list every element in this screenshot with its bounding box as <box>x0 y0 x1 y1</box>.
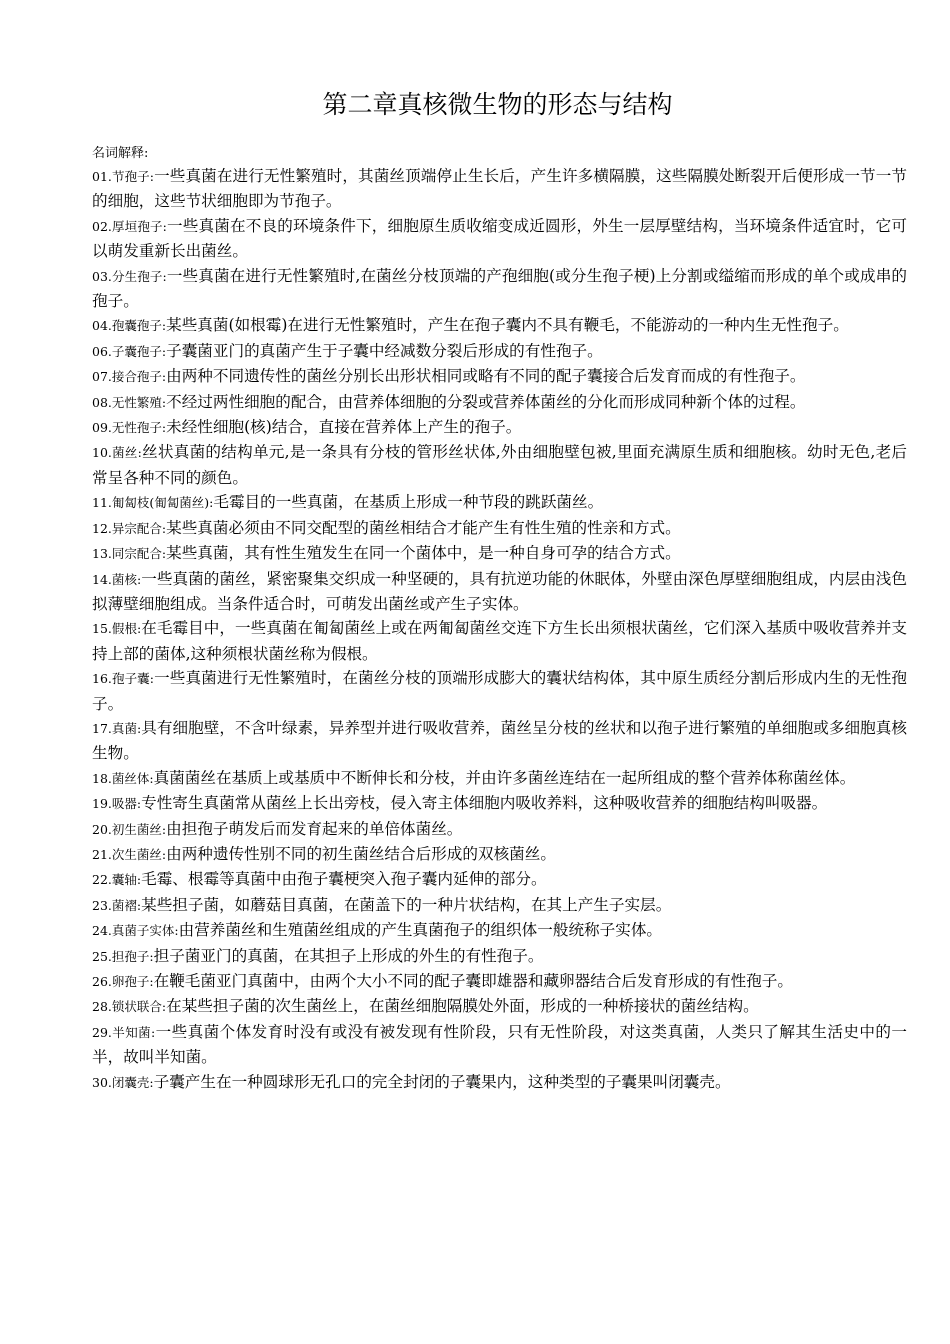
glossary-entry <box>92 415 907 440</box>
entry-number: 17. <box>92 720 112 736</box>
entry-term: 同宗配合: <box>111 546 167 562</box>
entry-number: 30. <box>92 1074 112 1090</box>
entry-term: 匍匐枝(匍匐菌丝): <box>111 495 214 511</box>
entry-definition: 一些真菌个体发育时没有或没有被发现有性阶段，只有无性阶段，对这类真菌，人类只了解其生活史中的一半，故叫半知菌。 <box>92 1022 907 1067</box>
glossary-entry <box>92 817 907 842</box>
entry-term: 节孢子: <box>111 169 154 184</box>
glossary-entry <box>92 666 907 716</box>
glossary-entry <box>92 264 907 314</box>
entry-definition: 丝状真菌的结构单元,是一条具有分枝的管形丝状体,外由细胞壁包被,里面充满原生质和细胞核。幼时无色,老后常呈各种不同的颜色。 <box>92 443 908 487</box>
entry-number: 28. <box>92 999 112 1015</box>
glossary-entry <box>92 313 907 338</box>
entry-term: 无性繁殖: <box>111 394 167 410</box>
entry-definition: 由两种遗传性别不同的初生菌丝结合后形成的双核菌丝。 <box>166 844 556 863</box>
entry-number: 02. <box>92 218 112 234</box>
entry-term: 菌丝体: <box>111 770 154 786</box>
glossary-entry <box>92 1020 907 1070</box>
glossary-entry <box>92 1070 907 1095</box>
entry-number: 29. <box>92 1024 112 1040</box>
entry-definition: 一些真菌的菌丝，紧密聚集交织成一种坚硬的，具有抗逆功能的休眠体，外壁由深色厚壁细胞组成，内层由浅色拟薄壁细胞组成。当条件适合时，可萌发出菌丝或产生子实体。 <box>92 569 907 613</box>
entry-term: 初生菌丝: <box>111 821 167 837</box>
entry-term: 半知菌: <box>111 1024 156 1040</box>
entry-number: 24. <box>92 923 112 939</box>
entry-definition: 由营养菌丝和生殖菌丝组成的产生真菌孢子的组织体一般统称子实体。 <box>178 921 663 940</box>
glossary-entry <box>92 969 907 994</box>
entry-term: 孢子囊: <box>111 671 154 687</box>
entry-term: 子囊孢子: <box>111 343 167 359</box>
entry-number: 03. <box>92 268 112 284</box>
glossary-entry <box>92 541 907 566</box>
entry-number: 22. <box>92 872 112 888</box>
entry-definition: 由两种不同遗传性的菌丝分别长出形状相同或略有不同的配子囊接合后发育而成的有性孢子。 <box>166 367 806 386</box>
glossary-entry <box>92 944 907 969</box>
entry-number: 15. <box>92 621 112 637</box>
entry-definition: 在鞭毛菌亚门真菌中，由两个大小不同的配子囊即雄器和藏卵器结合后发育形成的有性孢子。 <box>153 972 793 990</box>
entry-definition: 在某些担子菌的次生菌丝上，在菌丝细胞隔膜处外面，形成的一种桥接状的菌丝结构。 <box>166 997 759 1016</box>
glossary-entry <box>92 339 907 364</box>
entry-term: 囊轴: <box>111 872 142 888</box>
glossary-entry <box>92 766 907 791</box>
entry-number: 16. <box>92 671 112 687</box>
entry-number: 12. <box>92 520 112 536</box>
entry-term: 闭囊壳: <box>111 1074 154 1090</box>
entry-term: 真菌: <box>111 720 142 736</box>
entry-definition: 一些真菌在进行无性繁殖时,在菌丝分枝顶端的产孢细胞(或分生孢子梗)上分割或缢缩而形成的单个或成串的孢子。 <box>92 266 907 311</box>
entry-term: 异宗配合: <box>111 520 167 536</box>
section-label: 名词解释: <box>92 146 149 161</box>
entry-term: 厚垣孢子: <box>111 218 167 234</box>
entry-definition: 担子菌亚门的真菌，在其担子上形成的外生的有性孢子。 <box>153 946 544 965</box>
entry-term: 菌褶: <box>111 897 142 913</box>
entry-definition: 一些真菌在进行无性繁殖时，其菌丝顶端停止生长后，产生许多横隔膜，这些隔膜处断裂开后便形成一节一节的细胞，这些节状细胞即为节孢子。 <box>92 167 907 211</box>
entry-term: 锁状联合: <box>111 999 167 1015</box>
entry-definition: 未经性细胞(核)结合，直接在营养体上产生的孢子。 <box>166 418 522 437</box>
entry-definition: 一些真菌进行无性繁殖时，在菌丝分枝的顶端形成膨大的囊状结构体，其中原生质经分割后形成内生的无性孢子。 <box>92 669 907 713</box>
entry-number: 23. <box>92 897 112 913</box>
glossary-entry <box>92 842 907 867</box>
entry-term: 菌核: <box>111 571 142 587</box>
entry-term: 孢囊孢子: <box>111 318 167 334</box>
glossary-entry <box>92 791 907 816</box>
entry-term: 无性孢子: <box>111 420 167 436</box>
entry-number: 19. <box>92 796 112 812</box>
entry-number: 21. <box>92 846 112 862</box>
glossary-entry <box>92 214 907 264</box>
glossary-entry <box>92 994 907 1019</box>
glossary-entry <box>92 893 907 918</box>
glossary-entry <box>92 440 907 490</box>
entry-number: 25. <box>92 948 112 964</box>
entry-number: 08. <box>92 394 112 410</box>
glossary-entry <box>92 716 907 766</box>
entry-definition: 具有细胞壁，不含叶绿素，异养型并进行吸收营养，菌丝呈分枝的丝状和以孢子进行繁殖的单细胞或多细胞真核生物。 <box>92 718 907 763</box>
entry-definition: 某些真菌(如根霉)在进行无性繁殖时，产生在孢子囊内不具有鞭毛，不能游动的一种内生无性孢子。 <box>166 316 849 335</box>
entry-term: 吸器: <box>111 796 142 812</box>
entry-number: 01. <box>92 169 112 184</box>
entry-definition: 子囊菌亚门的真菌产生于子囊中经减数分裂后形成的有性孢子。 <box>166 341 603 360</box>
entry-definition: 不经过两性细胞的配合，由营养体细胞的分裂或营养体菌丝的分化而形成同种新个体的过程。 <box>166 392 806 411</box>
entry-term: 分生孢子: <box>111 268 167 284</box>
entry-number: 10. <box>92 445 112 461</box>
entry-definition: 某些真菌必须由不同交配型的菌丝相结合才能产生有性生殖的性亲和方式。 <box>166 518 681 537</box>
entry-term: 接合孢子: <box>111 369 167 385</box>
entry-term: 担孢子: <box>111 948 154 964</box>
glossary-entry <box>92 918 907 943</box>
entry-term: 菌丝: <box>111 445 142 461</box>
entry-number: 04. <box>92 318 112 334</box>
entry-definition: 某些真菌，其有性生殖发生在同一个菌体中，是一种自身可孕的结合方式。 <box>166 544 681 563</box>
entry-definition: 毛霉目的一些真菌，在基质上形成一种节段的跳跃菌丝。 <box>213 493 604 512</box>
entry-definition: 子囊产生在一种圆球形无孔口的完全封闭的子囊果内，这种类型的子囊果叫闭囊壳。 <box>153 1072 731 1091</box>
entry-number: 18. <box>92 770 112 786</box>
glossary-entry <box>92 567 907 617</box>
glossary-entry <box>92 616 907 666</box>
glossary-entry <box>92 390 907 415</box>
entry-number: 20. <box>92 821 112 837</box>
entry-definition: 专性寄生真菌常从菌丝上长出旁枝，侵入寄主体细胞内吸收养料，这种吸收营养的细胞结构叫吸器。 <box>141 794 828 813</box>
entry-term: 次生菌丝: <box>111 846 167 862</box>
entry-term: 真菌子实体: <box>111 923 179 939</box>
glossary-entry <box>92 516 907 541</box>
entry-number: 13. <box>92 546 112 562</box>
entry-term: 卵孢子: <box>111 974 154 989</box>
entry-number: 09. <box>92 420 112 436</box>
page-title: 第二章真核微生物的形态与结构 <box>322 90 673 119</box>
entry-definition: 在毛霉目中，一些真菌在匍匐菌丝上或在两匍匐菌丝交连下方生长出须根状菌丝，它们深入基质中吸收营养并支持上部的菌体,这种须根状菌丝称为假根。 <box>92 619 907 663</box>
entry-number: 14. <box>92 571 112 587</box>
entry-definition: 毛霉、根霉等真菌中由孢子囊梗突入孢子囊内延伸的部分。 <box>141 870 547 889</box>
entry-number: 07. <box>92 369 112 385</box>
entry-definition: 由担孢子萌发后而发育起来的单倍体菌丝。 <box>166 819 463 838</box>
glossary-entry <box>92 364 907 389</box>
glossary-entry <box>92 490 907 515</box>
entry-definition: 某些担子菌，如蘑菇目真菌，在菌盖下的一种片状结构，在其上产生子实层。 <box>141 895 672 914</box>
entry-definition: 真菌菌丝在基质上或基质中不断伸长和分枝，并由许多菌丝连结在一起所组成的整个营养体称菌丝体。 <box>153 768 856 787</box>
entry-definition: 一些真菌在不良的环境条件下，细胞原生质收缩变成近圆形，外生一层厚壁结构，当环境条件适宜时，它可以萌发重新长出菌丝。 <box>92 216 907 261</box>
glossary-entry <box>92 867 907 892</box>
entry-number: 06. <box>92 343 112 359</box>
glossary-list <box>92 164 907 1095</box>
glossary-entry <box>92 164 907 214</box>
entry-number: 11. <box>92 495 112 511</box>
entry-term: 假根: <box>111 621 142 637</box>
entry-number: 26. <box>92 974 112 989</box>
